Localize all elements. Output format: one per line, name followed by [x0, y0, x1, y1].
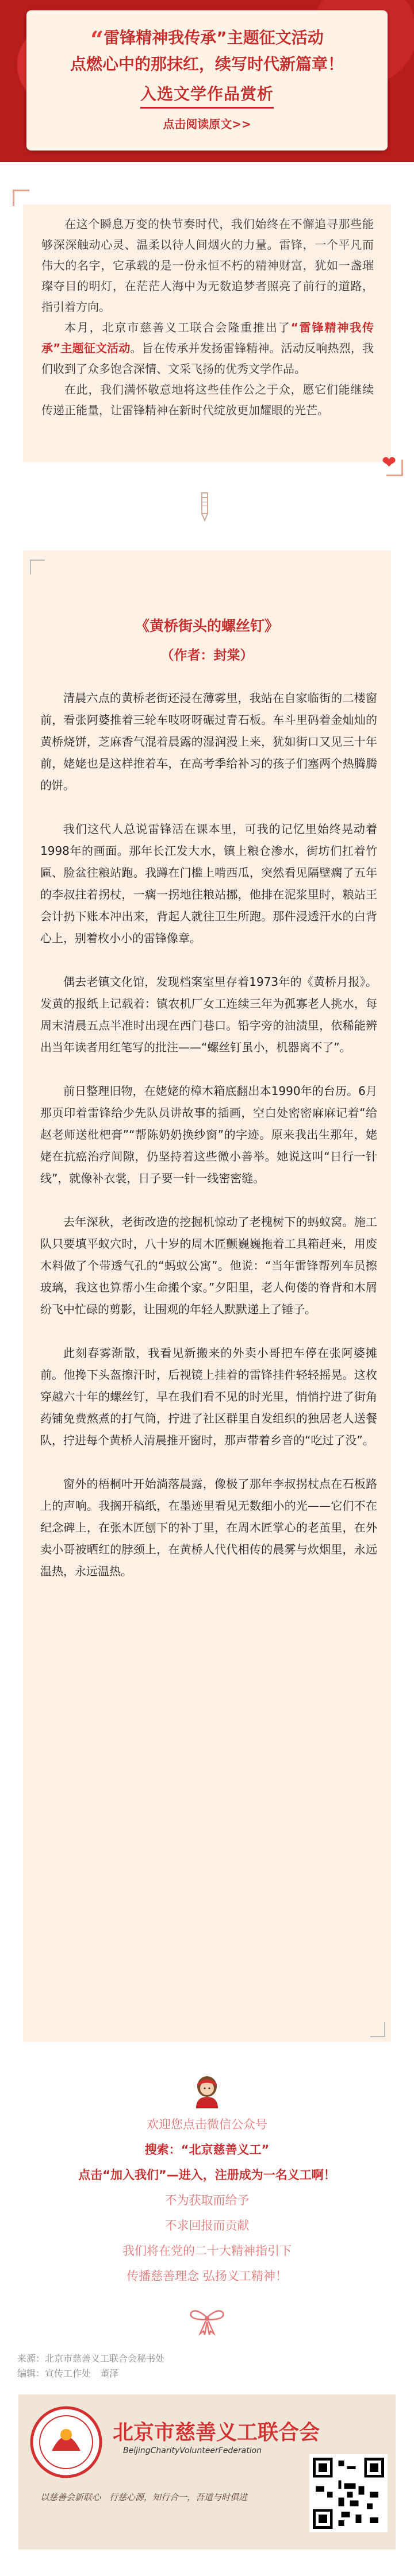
ribbon-bow-icon [187, 2306, 227, 2336]
org-name: 北京市慈善义工联合会 [113, 2421, 320, 2444]
banner-card [26, 10, 388, 151]
article-title: 《黄桥街头的螺丝钉》 [135, 618, 279, 634]
cta-motto: 不为获取而给予 [164, 2193, 250, 2207]
intro-text [41, 214, 374, 421]
cta-welcome: 欢迎您点击微信公众号 [147, 2118, 267, 2131]
article-paragraph: 此刻春雾渐散，我看见新搬来的外卖小哥把车停在张阿婆摊前。他搀下头盔擦汗时，后视镜上挂着的雷锋挂件轻轻摇晃。这枚穿越六十年的螺丝钉，早在我们看不见的时光里，悄悄拧进了街角药铺免费熬煮的打气筒，拧进了社区群里自发组织的独居老人送餐队，拧进每个黄桥人清晨推开窗时，那声带着乡音的“吃过了没”。 [40, 1346, 377, 1447]
org-name-en: BeijingCharityVolunteerFederation [123, 2446, 262, 2455]
slogan: 以慈善会新联心 行慈心源，知行合一，吾道与时俱进 [40, 2492, 248, 2502]
banner-subtitle: 入选文学作品赏析 [26, 82, 388, 105]
pen-icon [198, 492, 212, 524]
article-paragraph: 我们这代人总说雷锋活在课本里，可我的记忆里始终晃动着1998年的画面。那年长江发大水，镇上粮仓渗水，街坊们扛着竹匾、脸盆往粮站跑。我蹲在门槛上啃西瓜，突然看见隔壁瘸了五年的李叔拄着拐杖，一瘸一拐地往粮站挪，他排在泥浆里时，粮站王会计扔下账本冲出来，背起人就往卫生所跑。那件浸透汗水的白背心上，别着枚小小的雷锋像章。 [40, 822, 377, 945]
heart-icon: ❤ [382, 453, 397, 473]
article-corner-bottom-right [370, 2022, 385, 2037]
article-paragraph: 窗外的梧桐叶开始淌落晨露，像极了那年李叔拐杖点在石板路上的声响。我搁开稿纸，在墨迹里看见无数细小的光——它们不在纪念碑上，在张木匠刨下的补丁里，在周木匠掌心的老茧里，在外卖小哥被晒红的脖颈上，在黄桥人代代相传的晨雾与炊烟里，永远温热，永远温热。 [40, 1477, 377, 1578]
article-paragraph: 前日整理旧物，在姥姥的樟木箱底翻出本1990年的台历。6月那页印着雷锋给少先队员讲故事的插画，空白处密密麻麻记着“给赵老师送枇杷膏”“帮陈奶奶换纱窗”的字迹。原来我出生那年，姥姥在抗癌治疗间隙，仍坚持着这些微小善举。她说这叫“日行一针线”，就像补衣裳，日子要一针一线密密缝。 [40, 1084, 377, 1185]
intro-paragraph: 在这个瞬息万变的快节奏时代，我们始终在不懈追寻那些能够深深触动心灵、温柔以待人间烟火的力量。雷锋，一个平凡而伟大的名字，它承载的是一份永恒不朽的精神财富，犹如一盏璀璨夺目的明灯，在茫茫人海中为无数追梦者照亮了前行的道路，指引着方向。 [41, 217, 374, 314]
cta-motto: 不求回报而贡献 [164, 2219, 250, 2232]
article-paragraph: 清晨六点的黄桥老街还浸在薄雾里，我站在自家临街的二楼窗前，看张阿婆推着三轮车吱呀呀碾过青石板。车斗里码着金灿灿的黄桥烧饼，芝麻香气混着晨露的湿润漫上来，犹如街口又见三十年前，姥姥也是这样推着车，在高考季给补习的孩子们塞两个热腾腾的饼。 [40, 691, 377, 792]
volunteer-avatar-icon [191, 2075, 223, 2108]
banner-title-line1: “雷锋精神我传承”主题征文活动 [90, 26, 324, 53]
qr-code[interactable] [309, 2454, 388, 2532]
banner-title-line2: 点燃心中的那抹红，续写时代新篇章！ [70, 55, 344, 74]
article-body [40, 687, 377, 1582]
cta-search: 搜索：“北京慈善义工” [144, 2143, 270, 2157]
cta-motto: 传播慈善理念 弘扬义工精神！ [126, 2269, 288, 2283]
source-text: 来源：北京市慈善义工联合会秘书处 [17, 2353, 165, 2364]
cta-motto: 我们将在党的二十大精神指引下 [122, 2244, 292, 2258]
decorative-corner-top-left [13, 190, 29, 206]
article-corner-top-left [30, 560, 45, 574]
article-author: （作者：封棠） [160, 648, 254, 663]
article-paragraph: 偶去老镇文化馆，发现档案室里存着1973年的《黄桥月报》。发黄的报纸上记载着：镇农机厂女工连续三年为孤寡老人挑水，每周末清晨五点半准时出现在西门巷口。铅字旁的油渍里，依稀能辨出当年读者用红笔写的批注——“螺丝钉虽小，机器离不了”。 [40, 975, 377, 1054]
cta-join: 点击“加入我们”—进入，注册成为一名义工啊！ [78, 2168, 336, 2182]
editor-text: 编辑：宣传工作处 董泽 [17, 2368, 119, 2379]
intro-paragraph: 在此，我们满怀敬意地将这些佳作公之于众，愿它们能继续传递正能量，让雷锋精神在新时代绽放更加耀眼的光芒。 [41, 383, 374, 417]
header-banner[interactable] [0, 0, 414, 162]
read-original-link[interactable]: 点击阅读原文>> [163, 117, 251, 131]
article-paragraph: 去年深秋，老街改造的挖掘机惊动了老槐树下的蚂蚁窝。施工队只要填平蚁穴时，八十岁的周木匠颤巍巍拖着工具箱赶来，用废木料做了个带透气孔的“蚂蚁公寓”。他说：“当年雷锋帮列车员擦玻璃，我这也算帮小生命搬个家。”夕阳里，老人佝偻的脊背和木屑纷飞中忙碌的剪影，让围观的年轻人默默递上了锤子。 [40, 1215, 377, 1316]
federation-logo-icon [29, 2405, 103, 2479]
intro-paragraph: 本月，北京市慈善义工联合会隆重推出了“雷锋精神我传承”主题征文活动。旨在传承并发扬雷锋精神。活动反响热烈，我们收到了众多饱含深情、文采飞扬的优秀文学作品。 [41, 321, 374, 376]
